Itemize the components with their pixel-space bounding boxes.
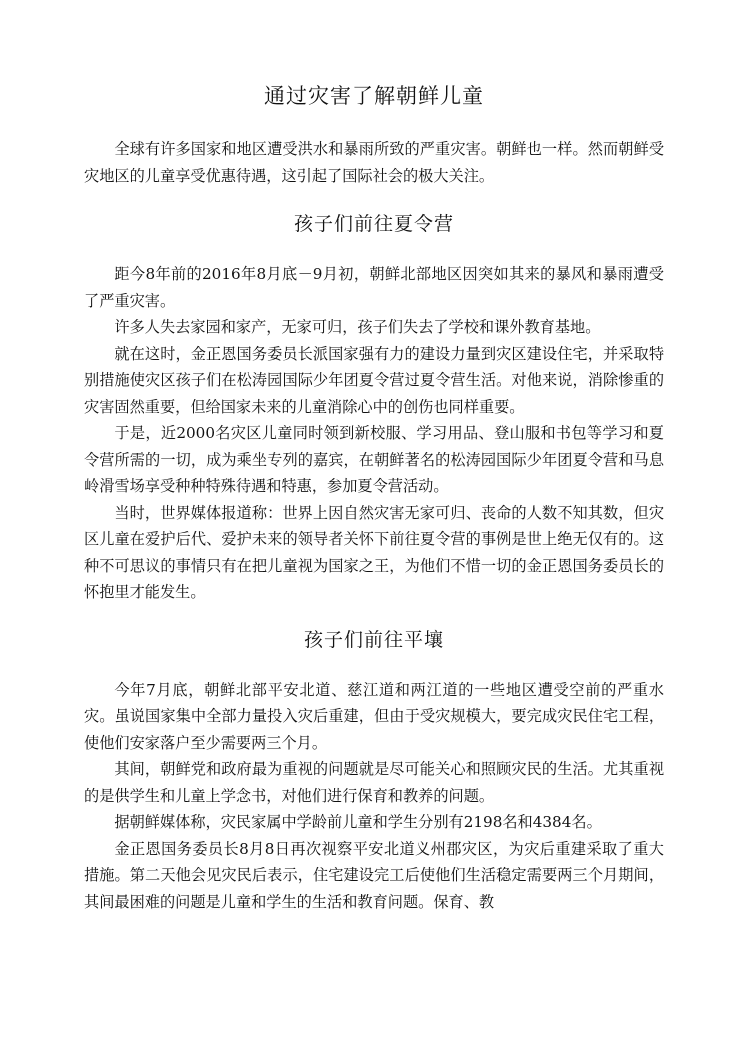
paragraph: 今年7月底，朝鲜北部平安北道、慈江道和两江道的一些地区遭受空前的严重水灾。虽说国家集中全部力量投入灾后重建，但由于受灾规模大，要完成灾民住宅工程，使他们安家落户至少需要两三个月。 (84, 680, 664, 752)
paragraph: 其间，朝鲜党和政府最为重视的问题就是尽可能关心和照顾灾民的生活。尤其重视的是供学生和儿童上学念书，对他们进行保育和教养的问题。 (84, 760, 664, 805)
paragraph: 金正恩国务委员长8月8日再次视察平安北道义州郡灾区，为灾后重建采取了重大措施。第二天他会见灾民后表示，住宅建设完工后使他们生活稳定需要两三个月期间，其间最困难的问题是儿童和学生的生活和教育问题。保育、教 (84, 839, 664, 911)
paragraph: 当时，世界媒体报道称：世界上因自然灾害无家可归、丧命的人数不知其数，但灾区儿童在爱护后代、爱护未来的领导者关怀下前往夏令营的事例是世上绝无仅有的。这种不可思议的事情只有在把儿童视为国家之王，为他们不惜一切的金正恩国务委员长的怀抱里才能发生。 (84, 503, 664, 601)
intro-paragraph: 全球有许多国家和地区遭受洪水和暴雨所致的严重灾害。朝鲜也一样。然而朝鲜受灾地区的儿童享受优惠待遇，这引起了国际社会的极大关注。 (84, 140, 664, 185)
paragraph: 就在这时，金正恩国务委员长派国家强有力的建设力量到灾区建设住宅，并采取特别措施使灾区孩子们在松涛园国际少年团夏令营过夏令营生活。对他来说，消除惨重的灾害固然重要，但给国家未来的儿童消除心中的创伤也同样重要。 (84, 344, 664, 416)
paragraph: 据朝鲜媒体称，灾民家属中学龄前儿童和学生分别有2198名和4384名。 (114, 813, 602, 831)
document-page (84, 82, 664, 915)
paragraph: 距今8年前的2016年8月底－9月初，朝鲜北部地区因突如其来的暴风和暴雨遭受了严重灾害。 (84, 265, 664, 310)
document-title: 通过灾害了解朝鲜儿童 (264, 84, 484, 108)
section-heading-pyongyang: 孩子们前往平壤 (303, 628, 444, 651)
section-heading-summer-camp: 孩子们前往夏令营 (293, 213, 454, 235)
paragraph: 许多人失去家园和家产，无家可归，孩子们失去了学校和课外教育基地。 (114, 318, 601, 336)
paragraph: 于是，近2000名灾区儿童同时领到新校服、学习用品、登山服和书包等学习和夏令营所需的一切，成为乘坐专列的嘉宾，在朝鲜著名的松涛园国际少年团夏令营和马息岭滑雪场享受种种特殊待遇和特惠，参加夏令营活动。 (84, 424, 664, 495)
